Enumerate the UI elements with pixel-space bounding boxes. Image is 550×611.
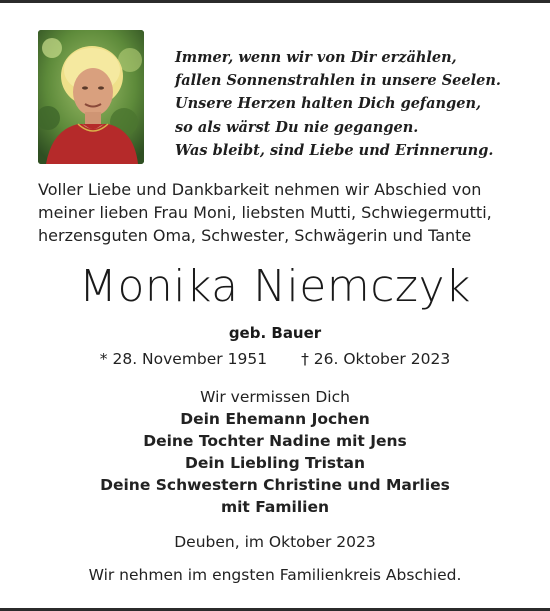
closing-note: Wir nehmen im engsten Familienkreis Abschied. — [88, 566, 462, 584]
death-date: † 26. Oktober 2023 — [301, 350, 451, 368]
portrait-photo — [38, 30, 144, 164]
portrait-image — [38, 30, 144, 164]
mourner-name: Dein Liebling Tristan — [184, 454, 366, 472]
intro-text — [38, 178, 518, 247]
life-dates — [0, 348, 550, 370]
poem-line: fallen Sonnenstrahlen in unsere Seelen. — [175, 72, 501, 90]
mourners-lead: Wir vermissen Dich — [200, 388, 350, 406]
intro-line: Voller Liebe und Dankbarkeit nehmen wir Abschied von — [38, 180, 482, 199]
birth-date: * 28. November 1951 — [99, 350, 268, 368]
mourner-name: Deine Tochter Nadine mit Jens — [143, 432, 407, 450]
place-date: Deuben, im Oktober 2023 — [174, 533, 376, 551]
mourner-name: Deine Schwestern Christine und Marlies — [100, 476, 450, 494]
deceased-name: Monika Niemczyk — [78, 261, 472, 312]
poem-line: Unsere Herzen halten Dich gefangen, — [175, 95, 482, 113]
maiden-name: geb. Bauer — [228, 324, 322, 342]
poem-line: Immer, wenn wir von Dir erzählen, — [175, 49, 457, 66]
top-border — [0, 0, 550, 3]
poem-line: so als wärst Du nie gegangen. — [175, 118, 419, 136]
intro-line: meiner lieben Frau Moni, liebsten Mutti, Schwiegermutti, — [38, 203, 492, 222]
intro-line: herzensguten Oma, Schwester, Schwägerin und Tante — [38, 226, 472, 245]
memorial-poem — [175, 46, 535, 162]
poem-line: Was bleibt, sind Liebe und Erinnerung. — [175, 141, 494, 159]
mourner-name: Dein Ehemann Jochen — [180, 410, 370, 428]
mourners-list — [0, 386, 550, 518]
mourner-name: mit Familien — [220, 498, 330, 516]
